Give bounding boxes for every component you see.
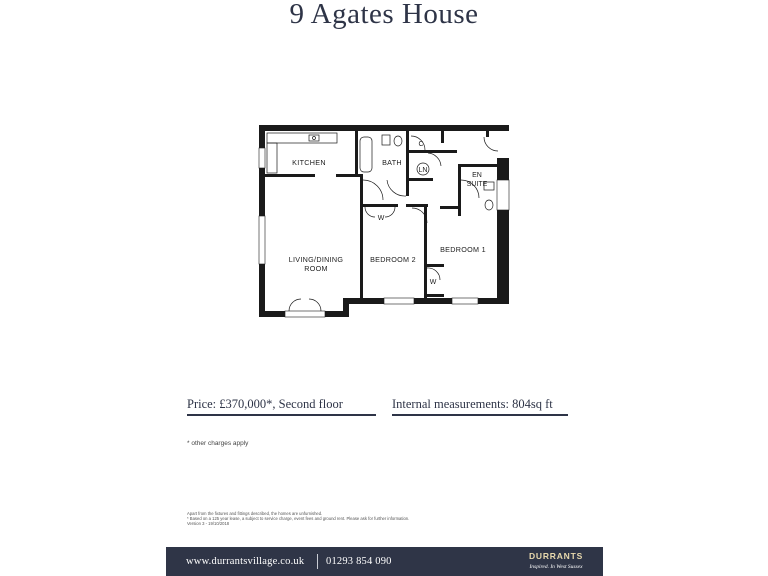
room-label-ensuite-2: SUITE xyxy=(466,181,488,188)
measurements-underline xyxy=(392,414,568,416)
footer-divider xyxy=(317,554,318,569)
room-label-wardrobe-1: W xyxy=(429,279,437,286)
room-label-wardrobe-2: W xyxy=(377,215,385,222)
phone-number[interactable]: 01293 854 090 xyxy=(326,556,392,567)
disclaimer xyxy=(187,511,447,527)
charges-note: * other charges apply xyxy=(187,440,249,447)
room-label-living-2: ROOM xyxy=(304,264,328,273)
page-title: 9 Agates House xyxy=(289,0,479,30)
brand-tagline: Inspired. In West Sussex xyxy=(529,564,583,570)
room-label-living-1: LIVING/DINING xyxy=(288,255,344,264)
disclaimer-line-1: Apart from the fixtures and fittings described, the homes are unfurnished. xyxy=(187,511,323,516)
measurements-text: Internal measurements: 804sq ft xyxy=(392,397,553,411)
disclaimer-line-3: Version 3 - 19/10/2018 xyxy=(187,521,230,527)
room-label-cupboard: C xyxy=(418,141,424,148)
price-underline xyxy=(187,414,376,416)
website-link[interactable]: www.durrantsvillage.co.uk xyxy=(186,556,305,567)
disclaimer-line-2: * Based on a 125 year lease, a subject to service charge, event fees and ground rent. Please ask for further information. xyxy=(187,516,410,522)
room-label-bedroom-2: BEDROOM 2 xyxy=(370,255,416,264)
price-text: Price: £370,000*, Second floor xyxy=(187,397,343,411)
room-label-ensuite-1: EN xyxy=(472,172,482,179)
room-label-linen: LN xyxy=(418,167,428,174)
footer-bar xyxy=(166,547,603,576)
brand-logo xyxy=(521,551,591,570)
brand-name: DURRANTS xyxy=(528,551,584,561)
room-label-bedroom-1: BEDROOM 1 xyxy=(440,245,486,254)
room-label-kitchen: KITCHEN xyxy=(292,158,326,167)
room-label-bath: BATH xyxy=(382,158,402,167)
